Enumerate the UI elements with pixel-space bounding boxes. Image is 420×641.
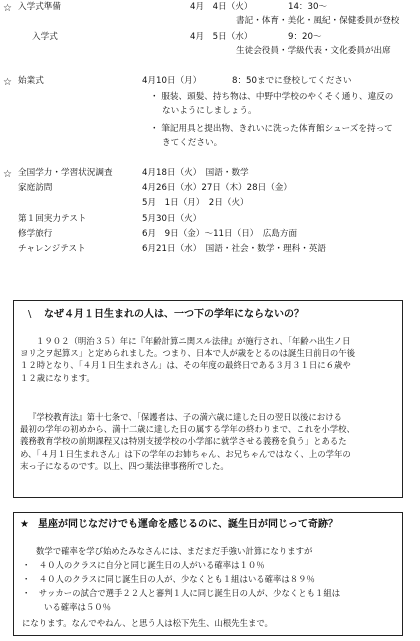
box2-title: 星座が同じなだけでも運命を感じるのに、誕生日が同じって奇跡？ (38, 519, 338, 530)
ceremony-label: 入学式 (32, 32, 58, 42)
box1-paragraph-1 (20, 335, 355, 384)
para-line: １２歳になります。 (20, 372, 95, 383)
event-value: 4月18日（火） 国語・数学 (142, 168, 249, 178)
box1-paragraph-2 (20, 411, 355, 472)
prep-time: 14：30～ (288, 2, 328, 12)
event-label: 家庭訪問 (18, 183, 53, 193)
box2-bullet-2: ・ ４０人のクラスに同じ誕生日の人が、少なくとも１組はいる確率は８９％ (22, 574, 315, 584)
para-line: １９０２（明治３５）年に『年齢計算ニ関スル法律』が施行され、「年齢ハ出生ノ日 (36, 336, 351, 346)
event-label: 全国学力・学習状況調査 (18, 168, 113, 178)
opening-bullet-1b: ないようにしましょう。 (162, 106, 257, 116)
opening-date: 4月10日（月） (142, 76, 202, 86)
box2-closing: になります。なんでやねん、と思う人は松下先生、山根先生まで。 (22, 618, 273, 628)
ceremony-date: 4月 5日（水） (190, 32, 253, 42)
event-label: 第１回実力テスト (18, 214, 87, 224)
para-line: 『学校教育法』第十七条で、「保護者は、子の満六歳に達した日の翌日以後における (28, 412, 342, 422)
birthday-probability-box (13, 512, 403, 636)
box2-bullet-3b: いる確率は５０％ (44, 602, 111, 612)
opening-bullet-2b: きてください。 (162, 138, 223, 148)
ceremony-time: 9：20～ (288, 32, 322, 42)
ceremony-note: 生徒会役員・学級代表・文化委員が出席 (236, 46, 391, 56)
para-line: ヨリ之ヲ起算ス」と定められました。つまり、日本で人が歳をとるのは誕生日前日の午後 (20, 348, 355, 359)
para-line: 末っ子になるのです。以上、四つ葉法律事務所でした。 (20, 460, 229, 471)
opening-time: 8：50までに登校してください (232, 76, 352, 86)
prep-date: 4月 4日（火） (190, 2, 253, 12)
box2-bullet-1: ・ ４０人のクラスに自分と同じ誕生日の人がいる確率は１０％ (22, 560, 265, 570)
opening-label: 始業式 (18, 76, 44, 86)
event-label: チャレンジテスト (18, 244, 86, 254)
opening-bullet-2a: ・ 筆記用具と提出物、きれいに洗った体育館シューズを持って (150, 124, 393, 134)
event-value: 5月 1日（月） 2日（火） (142, 198, 249, 208)
box2-bullet-3a: ・ サッカーの試合で選手２２人と審判１人に同じ誕生日の人が、少なくとも１組は (22, 588, 341, 598)
event-value: 4月26日（水）27日（木）28日（金） (142, 183, 292, 193)
box1-title: なぜ４月１日生まれの人は、一つ下の学年にならないの？ (44, 309, 304, 320)
box2-intro: 数学で確率を学び始めたみなさんには、まだまだ手強い計算になりますが (36, 546, 313, 556)
backslash-mark: \ (28, 309, 32, 320)
star-icon: ☆ (3, 77, 12, 88)
para-line: め、「４月１日生まれさん」は下の学年のお姉ちゃん、お兄ちゃんではなく、上の学年の (20, 448, 351, 459)
april-first-birthday-box (13, 300, 403, 498)
event-value: 5月30日（火） (142, 214, 202, 224)
star-filled-icon: ★ (20, 519, 29, 530)
prep-label: 入学式準備 (18, 2, 61, 12)
event-value: 6月21日（水） 国語・社会・数学・理科・英語 (142, 244, 326, 254)
event-value: 6月 9日（金）～11日（日） 広島方面 (142, 229, 298, 239)
prep-note: 書記・体育・美化・風紀・保健委員が登校 (236, 16, 400, 26)
para-line: 最初の学年の初めから、満十二歳に達した日の属する学年の終わりまで、これを小学校、 (20, 424, 355, 435)
opening-bullet-1a: ・ 服装、頭髪、持ち物は、中野中学校のやくそく通り、違反の (150, 92, 394, 102)
para-line: 義務教育学校の前期課程又は特別支援学校の小学部に就学させる義務を負う」とあるた (20, 436, 347, 447)
star-icon: ☆ (3, 169, 12, 180)
event-label: 修学旅行 (18, 229, 53, 239)
para-line: １２時となり、「４月１日生まれさん」は、その年度の最終日である３月３１日に６歳や (20, 360, 351, 371)
star-icon: ☆ (3, 3, 12, 14)
